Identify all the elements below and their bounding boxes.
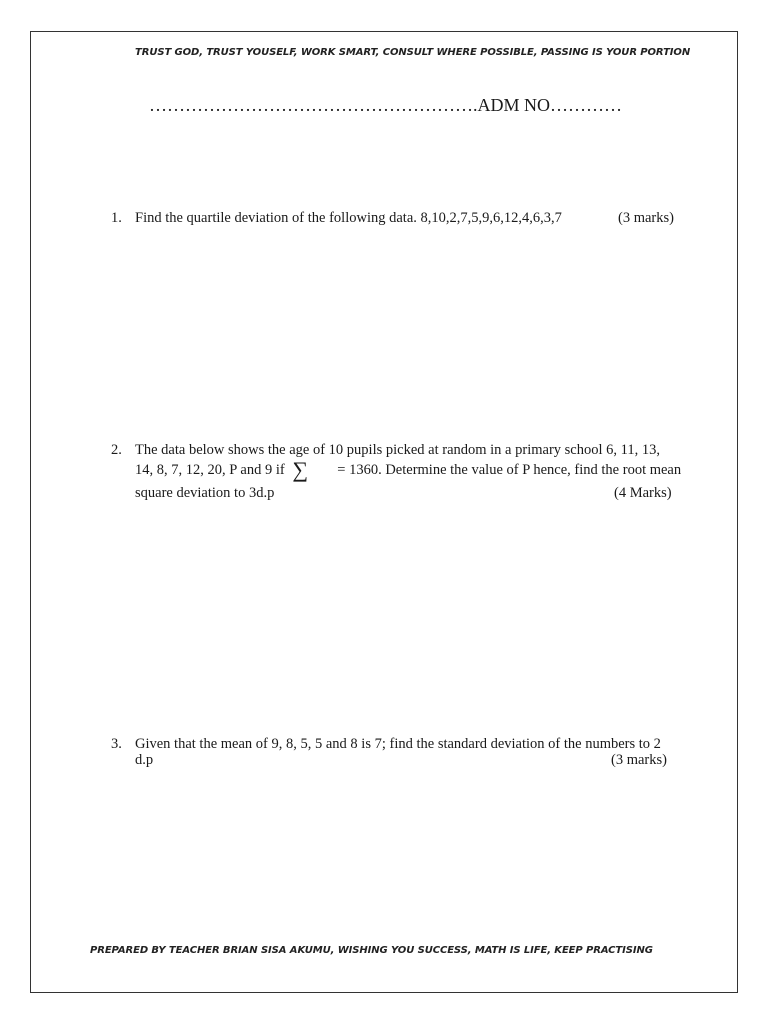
question-marks: (3 marks) — [618, 210, 674, 226]
question-text-line-1: The data below shows the age of 10 pupils picked at random in a primary school 6, 11, 13, — [135, 442, 660, 458]
question-number: 3. — [111, 736, 122, 752]
name-adm-line: ……………………………………………….ADM NO………… — [149, 95, 623, 115]
question-number: 1. — [111, 210, 122, 226]
question-text-line-2: d.p — [135, 752, 154, 768]
question-text-line-2 — [135, 457, 682, 482]
footer-note: PREPARED BY TEACHER BRIAN SISA AKUMU, WISHING YOU SUCCESS, MATH IS LIFE, KEEP PRACTISING — [90, 945, 653, 956]
question-text-line-1: Given that the mean of 9, 8, 5, 5 and 8 is 7; find the standard deviation of the numbers to 2 — [135, 736, 661, 752]
summation-symbol: ∑ — [292, 457, 309, 482]
header-motto: TRUST GOD, TRUST YOUSELF, WORK SMART, CONSULT WHERE POSSIBLE, PASSING IS YOUR PORTION — [135, 47, 691, 58]
question-marks: (4 Marks) — [614, 485, 672, 501]
question-marks: (3 marks) — [611, 752, 667, 768]
question-number: 2. — [111, 442, 122, 458]
question-text-line-2-end: = 1360. Determine the value of P hence, find the root mean — [337, 462, 682, 478]
question-text-line-3: square deviation to 3d.p — [135, 485, 275, 501]
page-border — [30, 31, 738, 993]
question-text: Find the quartile deviation of the following data. 8,10,2,7,5,9,6,12,4,6,3,7 — [135, 210, 562, 226]
question-text-line-2-start: 14, 8, 7, 12, 20, P and 9 if — [135, 462, 285, 478]
